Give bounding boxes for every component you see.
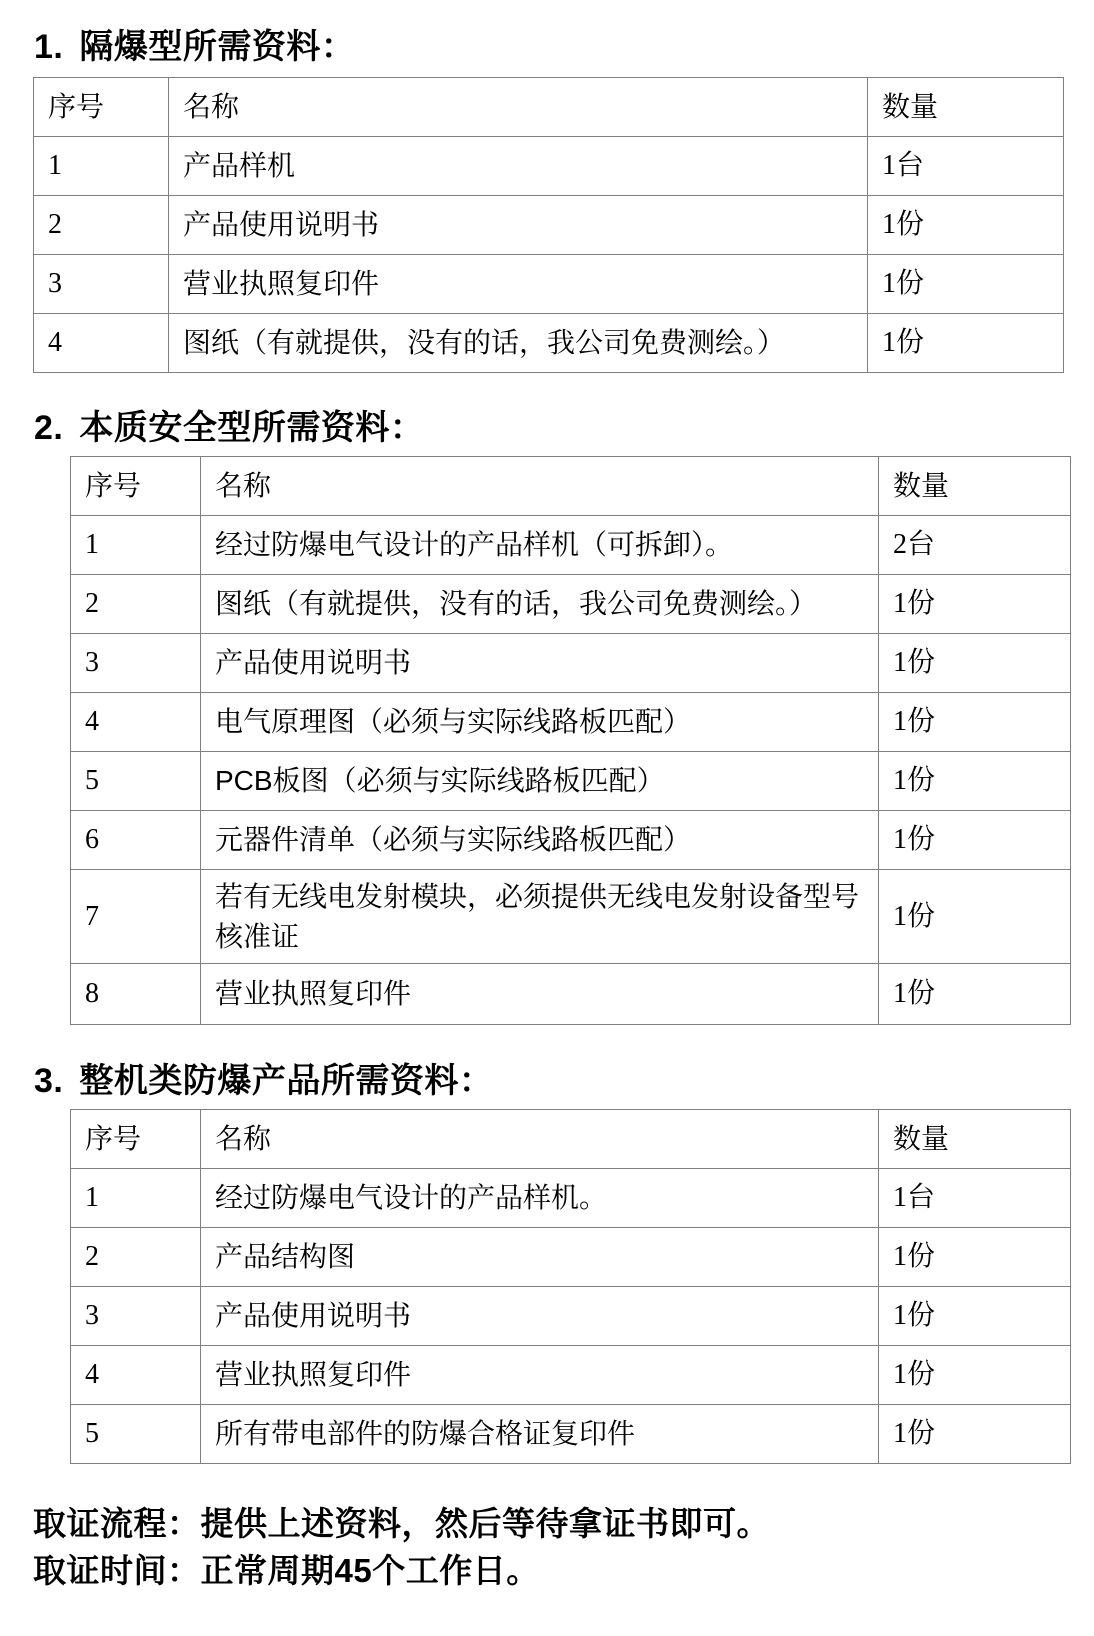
row-name: 图纸（有就提供，没有的话，我公司免费测绘。） bbox=[201, 575, 879, 634]
row-index: 4 bbox=[71, 1346, 201, 1405]
table-row bbox=[71, 516, 1071, 575]
row-qty: 1份 bbox=[879, 575, 1071, 634]
table-row bbox=[71, 1405, 1071, 1464]
certification-time-note: 取证时间：正常周期45个工作日。 bbox=[33, 1552, 540, 1589]
section-2-title-text: 本质安全型所需资料： bbox=[79, 409, 425, 447]
row-name: 产品使用说明书 bbox=[169, 196, 868, 255]
row-index: 2 bbox=[34, 196, 169, 255]
row-index: 8 bbox=[71, 964, 201, 1025]
col-header-name: 名称 bbox=[201, 1110, 879, 1169]
row-index: 2 bbox=[71, 1228, 201, 1287]
table-intrinsic-safety-materials bbox=[70, 456, 1071, 1025]
row-name: PCB板图（必须与实际线路板匹配） bbox=[201, 752, 879, 811]
row-qty: 1份 bbox=[868, 196, 1064, 255]
section-1-number: 1. bbox=[34, 28, 64, 66]
row-name: 图纸（有就提供，没有的话，我公司免费测绘。） bbox=[169, 314, 868, 373]
row-qty: 1份 bbox=[868, 255, 1064, 314]
section-3-title bbox=[34, 1058, 1094, 1104]
row-name: 产品使用说明书 bbox=[201, 634, 879, 693]
row-index: 4 bbox=[34, 314, 169, 373]
row-qty: 1份 bbox=[879, 964, 1071, 1025]
row-qty: 1份 bbox=[879, 1228, 1071, 1287]
row-qty: 1份 bbox=[879, 870, 1071, 964]
table-header-row bbox=[71, 457, 1071, 516]
row-name: 电气原理图（必须与实际线路板匹配） bbox=[201, 693, 879, 752]
table-row bbox=[34, 255, 1064, 314]
table-row bbox=[34, 196, 1064, 255]
col-header-index: 序号 bbox=[71, 1110, 201, 1169]
table-row bbox=[71, 1346, 1071, 1405]
row-qty: 2台 bbox=[879, 516, 1071, 575]
table-row bbox=[71, 693, 1071, 752]
row-name: 营业执照复印件 bbox=[201, 1346, 879, 1405]
row-qty: 1份 bbox=[868, 314, 1064, 373]
table-row bbox=[34, 314, 1064, 373]
row-index: 6 bbox=[71, 811, 201, 870]
col-header-qty: 数量 bbox=[868, 78, 1064, 137]
col-header-qty: 数量 bbox=[879, 1110, 1071, 1169]
table-row bbox=[71, 634, 1071, 693]
table-flameproof-materials bbox=[33, 77, 1064, 373]
row-index: 1 bbox=[71, 1169, 201, 1228]
row-index: 2 bbox=[71, 575, 201, 634]
section-1-title-text: 隔爆型所需资料： bbox=[79, 28, 356, 66]
row-qty: 1份 bbox=[879, 634, 1071, 693]
row-qty: 1份 bbox=[879, 693, 1071, 752]
col-header-index: 序号 bbox=[71, 457, 201, 516]
row-name: 若有无线电发射模块，必须提供无线电发射设备型号核准证 bbox=[201, 870, 879, 964]
row-qty: 1份 bbox=[879, 1405, 1071, 1464]
col-header-name: 名称 bbox=[201, 457, 879, 516]
document-page bbox=[0, 24, 1094, 1636]
section-2-title bbox=[34, 405, 1094, 451]
row-index: 4 bbox=[71, 693, 201, 752]
col-header-qty: 数量 bbox=[879, 457, 1071, 516]
certification-process-note: 取证流程：提供上述资料，然后等待拿证书即可。 bbox=[33, 1505, 770, 1542]
table-row bbox=[71, 1169, 1071, 1228]
row-index: 3 bbox=[34, 255, 169, 314]
row-index: 1 bbox=[34, 137, 169, 196]
row-name: 产品结构图 bbox=[201, 1228, 879, 1287]
row-qty: 1份 bbox=[879, 1287, 1071, 1346]
row-name: 产品样机 bbox=[169, 137, 868, 196]
row-name: 所有带电部件的防爆合格证复印件 bbox=[201, 1405, 879, 1464]
table-row bbox=[71, 752, 1071, 811]
row-qty: 1份 bbox=[879, 752, 1071, 811]
section-3-title-text: 整机类防爆产品所需资料： bbox=[79, 1062, 494, 1100]
row-index: 5 bbox=[71, 1405, 201, 1464]
table-row bbox=[71, 1287, 1071, 1346]
table-header-row bbox=[71, 1110, 1071, 1169]
row-name: 营业执照复印件 bbox=[169, 255, 868, 314]
section-1-title bbox=[34, 24, 1094, 70]
table-row bbox=[71, 811, 1071, 870]
table-row bbox=[71, 870, 1071, 964]
table-row bbox=[34, 137, 1064, 196]
row-index: 3 bbox=[71, 634, 201, 693]
table-row bbox=[71, 1228, 1071, 1287]
table-row bbox=[71, 964, 1071, 1025]
row-qty: 1台 bbox=[879, 1169, 1071, 1228]
row-index: 7 bbox=[71, 870, 201, 964]
row-index: 1 bbox=[71, 516, 201, 575]
section-3-number: 3. bbox=[34, 1062, 64, 1100]
row-name: 经过防爆电气设计的产品样机（可拆卸）。 bbox=[201, 516, 879, 575]
row-name: 营业执照复印件 bbox=[201, 964, 879, 1025]
table-complete-machine-materials bbox=[70, 1109, 1071, 1464]
row-name: 经过防爆电气设计的产品样机。 bbox=[201, 1169, 879, 1228]
row-index: 3 bbox=[71, 1287, 201, 1346]
table-row bbox=[71, 575, 1071, 634]
row-qty: 1台 bbox=[868, 137, 1064, 196]
table-header-row bbox=[34, 78, 1064, 137]
row-index: 5 bbox=[71, 752, 201, 811]
row-qty: 1份 bbox=[879, 1346, 1071, 1405]
row-name: 产品使用说明书 bbox=[201, 1287, 879, 1346]
row-name: 元器件清单（必须与实际线路板匹配） bbox=[201, 811, 879, 870]
col-header-name: 名称 bbox=[169, 78, 868, 137]
row-qty: 1份 bbox=[879, 811, 1071, 870]
section-2-number: 2. bbox=[34, 409, 64, 447]
col-header-index: 序号 bbox=[34, 78, 169, 137]
footer-notes bbox=[33, 1500, 1094, 1594]
